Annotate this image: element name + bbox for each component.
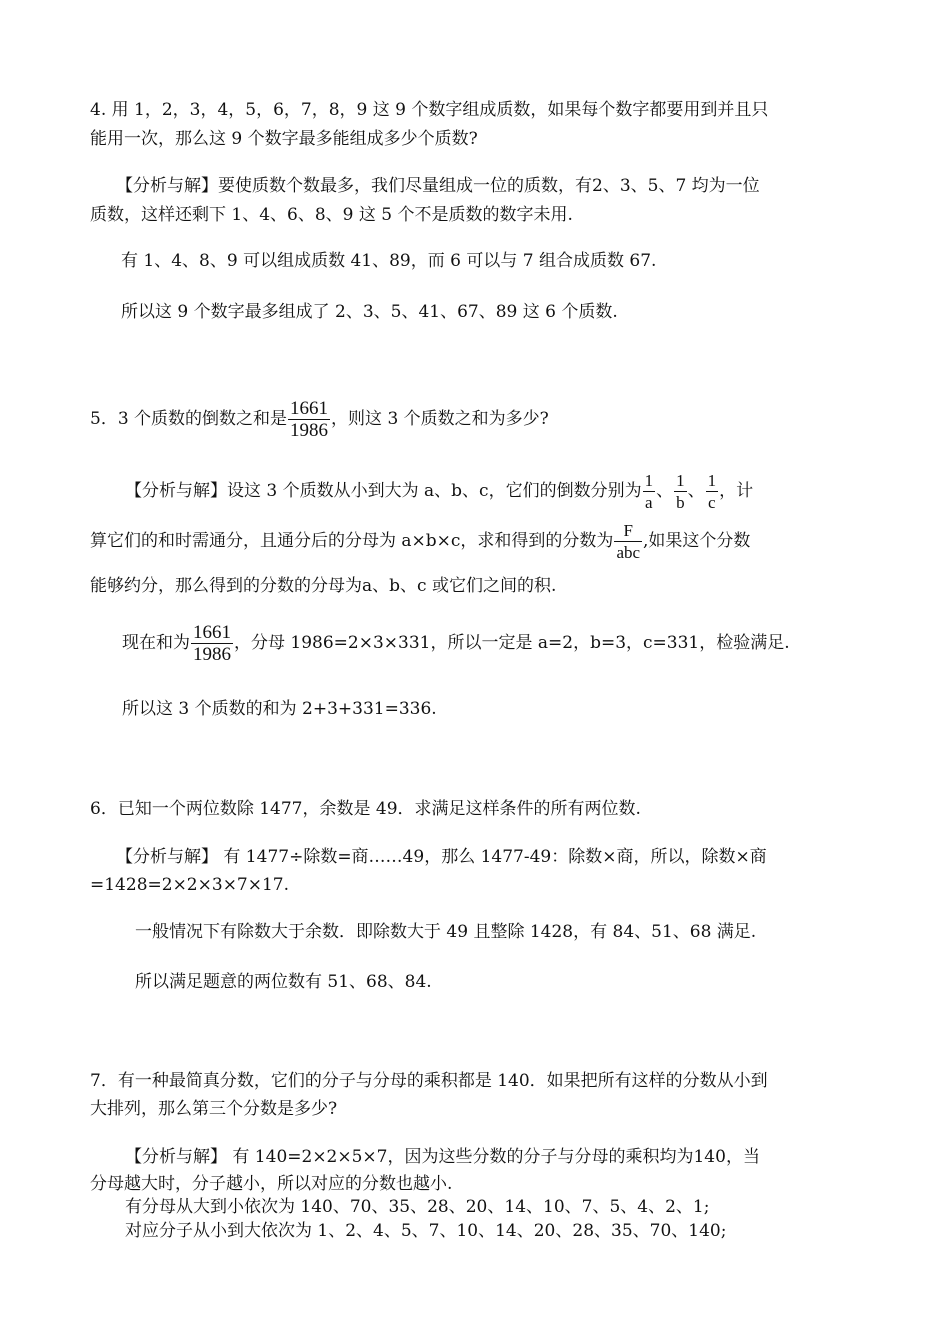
- fraction-numerator: 1661: [193, 622, 231, 643]
- fraction-numerator: 1: [707, 471, 717, 490]
- fraction-denominator: a: [645, 493, 653, 512]
- problem-5-question: [90, 398, 549, 441]
- problem-7-answer-line-1: 【分析与解】 有 140=2×2×5×7，因为这些分数的分子与分母的乘积均为140，当: [125, 1147, 760, 1167]
- problem-5-question-post: ，则这 3 个质数之和为多少?: [331, 409, 549, 429]
- problem-5-answer-line-1-pre: 【分析与解】设这 3 个质数从小到大为 a、b、c，它们的倒数分别为: [125, 481, 642, 501]
- fraction-denominator: abc: [616, 543, 641, 562]
- fraction-numerator: 1: [644, 471, 654, 490]
- problem-6-answer-line-1: 【分析与解】 有 1477÷除数=商……49，那么 1477-49：除数×商，所以，除数×商: [116, 847, 767, 867]
- problem-5-answer-line-4-pre: 现在和为: [122, 633, 190, 653]
- problem-4-answer-line-4: 所以这 9 个数字最多组成了 2、3、5、41、67、89 这 6 个质数.: [121, 302, 618, 322]
- problem-4-question-line-1: 4. 用 1，2，3，4，5，6，7，8，9 这 9 个数字组成质数，如果每个数字都要用到并且只: [90, 100, 769, 120]
- fraction-1-over-c: [706, 470, 719, 513]
- fraction-denominator: c: [708, 493, 716, 512]
- problem-7-answer-line-3: 有分母从大到小依次为 140、70、35、28、20、14、10、7、5、4、2、1;: [125, 1197, 710, 1217]
- problem-6-answer-line-3: 一般情况下有除数大于余数．即除数大于 49 且整除 1428，有 84、51、68 满足.: [135, 922, 757, 942]
- problem-6-answer-line-2: =1428=2×2×3×7×17.: [90, 875, 290, 895]
- problem-5-answer-line-4: [122, 622, 790, 665]
- problem-4-answer-line-3: 有 1、4、8、9 可以组成质数 41、89，而 6 可以与 7 组合成质数 67.: [121, 251, 657, 271]
- problem-5-answer-line-4-post: ，分母 1986=2×3×331，所以一定是 a=2，b=3，c=331，检验满足.: [234, 633, 790, 653]
- problem-5-answer-line-1-post: ，计: [719, 481, 754, 501]
- fraction-f-over-abc: [614, 520, 642, 563]
- separator: 、: [656, 481, 674, 501]
- problem-4-question-line-2: 能用一次，那么这 9 个数字最多能组成多少个质数?: [90, 129, 478, 149]
- fraction-denominator: 1986: [290, 420, 329, 441]
- problem-5-answer-line-5: 所以这 3 个质数的和为 2+3+331=336.: [122, 699, 437, 719]
- problem-5-question-pre: 5．3 个质数的倒数之和是: [90, 409, 288, 429]
- fraction-1661-1986: [191, 622, 233, 665]
- problem-5-answer-line-2-post: ,如果这个分数: [643, 531, 751, 551]
- fraction-numerator: 1: [676, 471, 685, 490]
- problem-4-answer-line-2: 质数，这样还剩下 1、4、6、8、9 这 5 个不是质数的数字未用.: [90, 205, 573, 225]
- problem-5-answer-line-2: [90, 520, 750, 563]
- problem-6-answer-line-4: 所以满足题意的两位数有 51、68、84.: [135, 972, 432, 992]
- problem-5-answer-line-3: 能够约分，那么得到的分数的分母为a、b、c 或它们之间的积.: [90, 576, 557, 596]
- problem-6-question: 6．已知一个两位数除 1477，余数是 49．求满足这样条件的所有两位数.: [90, 799, 641, 819]
- problem-5-answer-line-1: [125, 470, 753, 513]
- fraction-numerator: F: [614, 520, 642, 542]
- fraction-denominator: b: [676, 493, 685, 512]
- separator: 、: [687, 481, 705, 501]
- problem-7-question-line-2: 大排列，那么第三个分数是多少?: [90, 1099, 338, 1119]
- problem-5-answer-line-2-pre: 算它们的和时需通分，且通分后的分母为 a×b×c，求和得到的分数为: [90, 531, 614, 551]
- fraction-1-over-b: [674, 470, 687, 513]
- fraction-1-over-a: [643, 470, 656, 513]
- fraction-denominator: 1986: [193, 644, 231, 665]
- fraction-1661-1986: [288, 398, 330, 441]
- problem-4-answer-line-1: 【分析与解】要使质数个数最多，我们尽量组成一位的质数，有2、3、5、7 均为一位: [116, 176, 760, 196]
- problem-7-answer-line-2: 分母越大时，分子越小，所以对应的分数也越小.: [90, 1174, 453, 1194]
- problem-7-answer-line-4: 对应分子从小到大依次为 1、2、4、5、7、10、14、20、28、35、70、140;: [125, 1221, 727, 1241]
- fraction-numerator: 1661: [290, 398, 329, 419]
- problem-7-question-line-1: 7．有一种最简真分数，它们的分子与分母的乘积都是 140．如果把所有这样的分数从小到: [90, 1071, 768, 1091]
